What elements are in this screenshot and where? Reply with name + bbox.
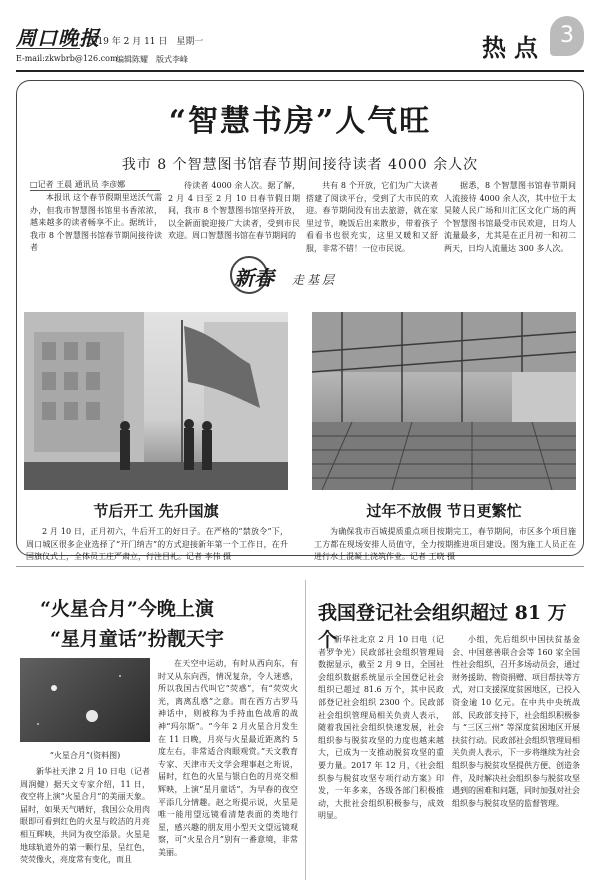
- feature-column-1: 本报讯 这个春节假期里送沃气需办，但我市智慧图书馆里书香浓浓，越来越多的读者畅享不止。据统计，我市 8 个智慧图书馆春节期间接待读者: [30, 193, 162, 253]
- contact-email: E-mail:zkwbrb@126.com: [16, 54, 118, 63]
- social-orgs-column-2: 小组，先后组织中国扶贫基金会、中国慈善联合会等 160 家全国性社会组织，召开多场动员会，通过财务援助、物资捐赠、项目帮扶等方式，对口支援深度贫困地区，已投入资金逾 10 亿元。在中共中央统战部、民政部支持下，社会组织积极参与 “三区三州” 等深度贫困地区开展扶贫行动。民政部社会组织管理局相关负责人表示，下一步将继续为社会组织参与脱贫攻坚提供方便、创造条件，及时解决社会组织参与脱贫攻坚遇到的困难和问题，同时加强对社会组织参与脱贫攻坚的监督管理。: [452, 635, 580, 808]
- feature-column-4: 据悉，8 个智慧图书馆春节期间人流接待 4000 余人次，其中位于太昊陵人民广场和川汇区文化广场的两个智慧图书馆最受市民欢迎，日均人流量最多，尤其是在正月初一和初二两天，日均人流量达 300 多人次。: [444, 181, 576, 253]
- social-orgs-column-1: 新华社北京 2 月 10 日电（记者罗争光）民政部社会组织管理局数据显示，截至 2 月 9 日，全国社会组织数据系统显示全国登记社会组织已超过 81.6 万个，其中民政部登记社会组织 2300 个。民政部社会组织管理局相关负责人表示，随着我国社会组织快速发展，社会组织参与脱贫攻坚的力度也越来越大，已成为一支推动脱贫攻坚的重要力量。2017 年 12 月，《社会组织参与脱贫攻坚专项行动方案》印发，一年多来，各级各部门积极推动，大批社会组织积极参与，成效明显。: [318, 635, 444, 821]
- flag-raising-illustration: [24, 312, 288, 490]
- mars-moon-photo-caption: “火星合月”(资料图): [49, 751, 121, 760]
- section-divider: [16, 566, 584, 567]
- header-rule: [16, 70, 584, 72]
- column-divider: [305, 580, 306, 880]
- logo-main-text: 新春: [234, 266, 274, 290]
- flag-raising-caption-text: 2 月 10 日，正月初六，牛后开工的好日子。在严格的“禁放令”下，周口城区很多企业选择了“开门纳吉”的方式迎接新年第一个工作日，在升国旗仪式上，全体员工庄严肃立，行注目礼。记者 李伟 摄: [26, 527, 288, 561]
- social-orgs-headline: 我国登记社会组织超过 81 万个: [318, 602, 567, 651]
- newspaper-logo: 周口晚报: [16, 26, 100, 50]
- mars-moon-column-1: 新华社天津 2 月 10 日电（记者周润健）据天文专家介绍，11 日，夜空将上演“火星合月”的美丽天象。届时，如果天气晴好，我国公众用肉眼即可看到红色的火星与皎洁的月亮相互辉映，共同为夜空添景。火星是地球轨道外的第一颗行星，呈红色，荧荧像火，亮度常有变化，而且: [20, 767, 150, 865]
- issue-date: 2019 年 2 月 11 日 星期一: [86, 37, 204, 47]
- new-year-grassroots-logo: [230, 256, 390, 296]
- mars-moon-photo: [20, 658, 150, 742]
- feature-column-2: 待读者 4000 余人次。据了解，2 月 4 日至 2 月 10 日春节假日期间，我市 8 个智慧图书馆坚持开放，以全新面貌迎接广大读者，受到市民欢迎。周口智慧图书馆在春节期间的: [168, 181, 300, 241]
- construction-caption-title: 过年不放假 节日更繁忙: [366, 502, 522, 520]
- feature-headline: “智慧书房”人气旺: [168, 104, 432, 139]
- flag-raising-photo: [24, 312, 288, 490]
- mars-moon-headline-line-1: “火星合月”今晚上演: [40, 598, 214, 620]
- mars-moon-headline: [40, 594, 250, 654]
- construction-caption-text: 为确保我市百城提质重点项目按期完工，春节期间，市区多个项目施工方都在现场安排人员值守，全力按期推进项目建设。图为施工人员正在进行水上混凝土浇筑作业。记者 王晓 摄: [314, 527, 576, 561]
- mars-moon-headline-line-2: “星月童话”扮靓天宇: [50, 628, 224, 650]
- page-number-badge: 3: [550, 16, 584, 56]
- construction-site-photo: [312, 312, 576, 490]
- night-sky-illustration: [20, 658, 150, 742]
- masthead: [0, 0, 600, 72]
- editor-credit: 编辑陈耀 版式李峰: [116, 55, 188, 64]
- logo-sub-text: 走基层: [292, 273, 338, 287]
- mars-moon-column-2: 在天空中运动，有时从西向东，有时又从东向西，情况复杂，令人迷惑，所以我国古代叫它“荧惑”，有“荧荧火光，离离乱惑”之意。而在西方古罗马神话中，则被称为手持血色战盾的战神“玛尔斯”。“今年 2 月火星合月发生在 11 日晚，月亮与火星最近距离约 5 度左右，非常适合肉眼观赏。”天文教育专家、天津市天文学会理事赵之珩说，届时，红色的火星与银白色的月亮交相辉映，上演“星月童话”，为早春的夜空平添几分情趣。赵之珩提示说，火星是唯一能用望远镜看清楚表面的类地行星，感兴趣的朋友用小型天文望远镜观察，可“火星合月”别有一番意境，非常美丽。: [158, 659, 298, 857]
- feature-column-3: 共有 8 个开放，它们为广大读者搭建了阅读平台，受到了大市民的欢迎。春节期间没有出去旅游，就在家里过节，晚饭后出来散步，带着孩子看看书也很充实，这里又暖和又舒服，非常不错！一位市民说。: [306, 181, 438, 253]
- flag-raising-caption-title: 节后开工 先升国旗: [93, 502, 219, 520]
- feature-byline: □记者 王晨 通讯员 李彦娜: [30, 179, 160, 191]
- construction-illustration: [312, 312, 576, 490]
- logo-rule: [16, 48, 80, 49]
- feature-subheadline: 我市 8 个智慧图书馆春节期间接待读者 4000 余人次: [121, 157, 479, 173]
- section-title: 热点: [482, 33, 546, 62]
